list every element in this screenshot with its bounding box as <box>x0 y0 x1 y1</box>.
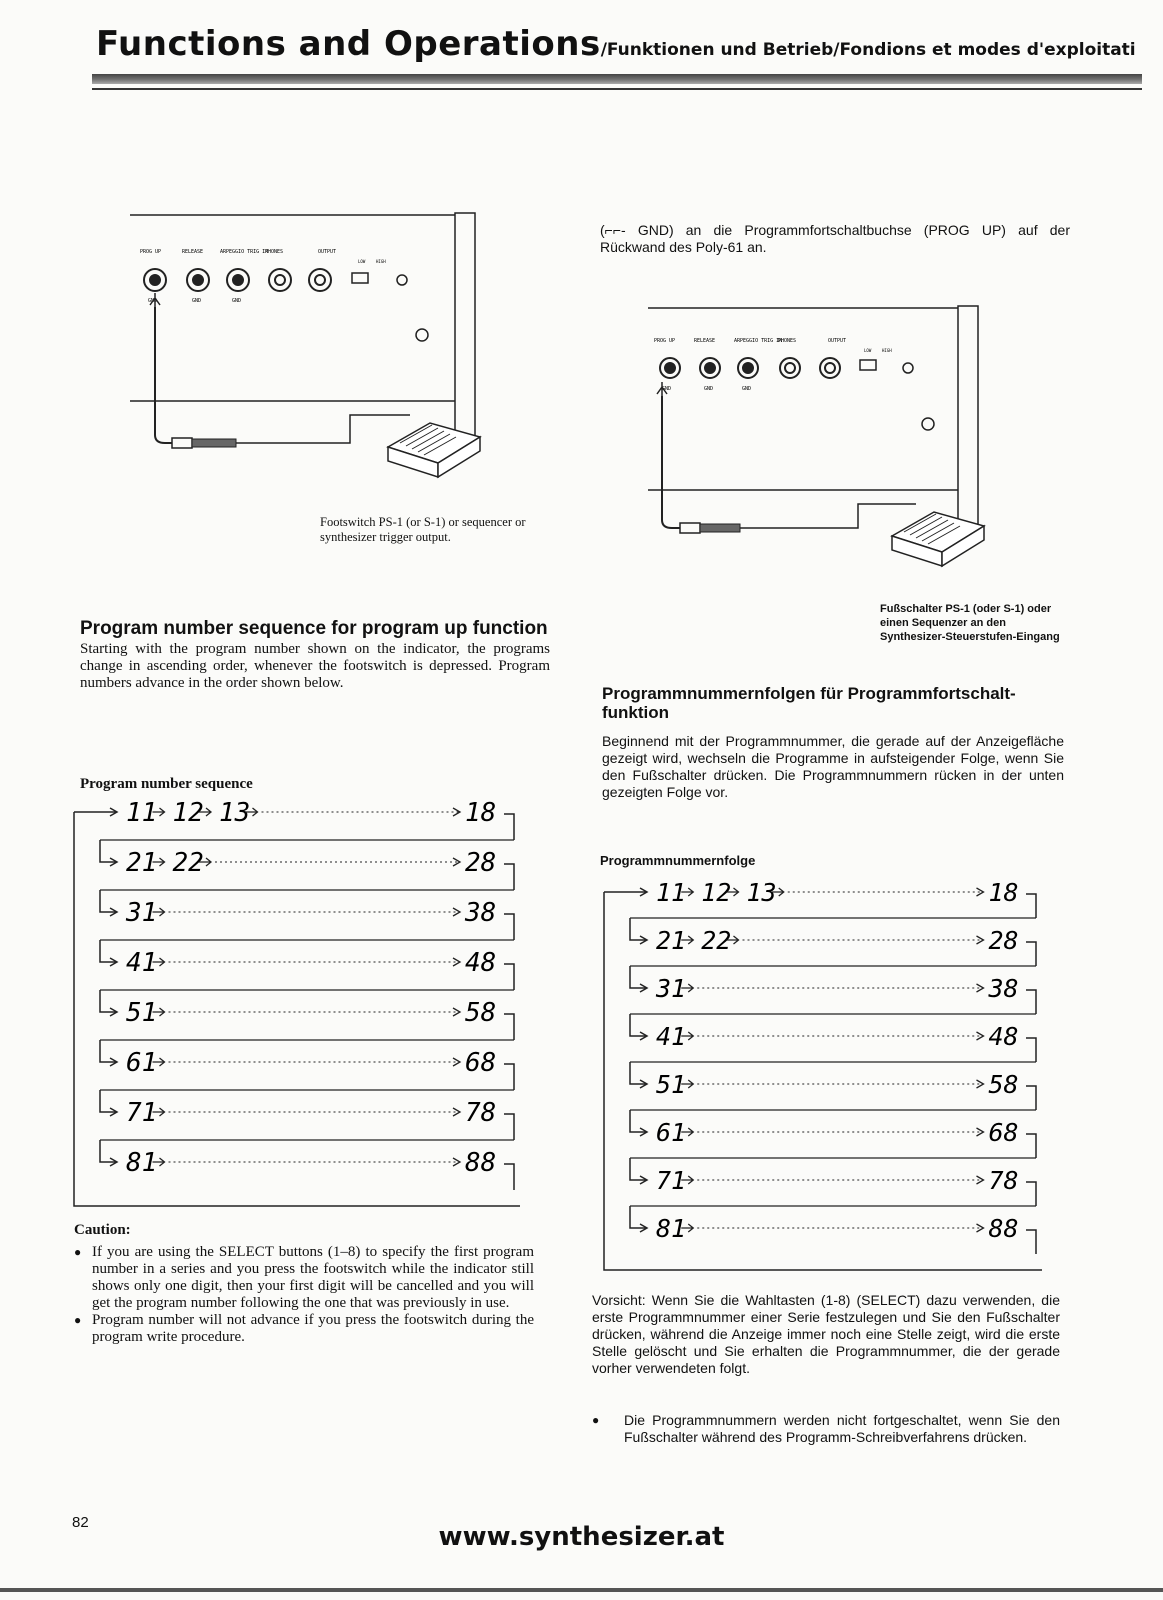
table-row <box>100 1040 514 1090</box>
panel-label-right-6: HIGH <box>882 348 892 353</box>
row-exit-bracket <box>1026 1086 1036 1110</box>
row-exit-bracket <box>1026 1182 1036 1206</box>
table-row <box>630 918 1036 966</box>
program-number: 22 <box>172 848 204 878</box>
row-entry-arrow <box>630 1062 646 1084</box>
program-number: 21 <box>126 848 158 878</box>
row-exit-bracket <box>1026 990 1036 1014</box>
footer-url[interactable]: www.synthesizer.at <box>438 1522 725 1552</box>
intro-right: (⌐⌐- GND) an die Programmfortschaltbuchse (PROG UP) auf der Rückwand des Poly-61 an. <box>600 222 1070 255</box>
footswitch-icon-left <box>388 423 480 477</box>
table-row <box>100 1140 514 1190</box>
program-number-last: 48 <box>465 948 497 978</box>
program-number-last: 88 <box>988 1214 1019 1243</box>
row-exit-bracket <box>504 1014 514 1040</box>
program-number-last: 58 <box>988 1070 1019 1099</box>
program-number-last: 48 <box>988 1022 1019 1051</box>
footswitch-icon-right <box>892 512 984 566</box>
gnd-label-right-0: GND <box>662 386 672 392</box>
table-row <box>100 990 514 1040</box>
paragraph-left: Starting with the program number shown on the indicator, the programs change in ascending order, whenever the footswitch is depressed. Program numbers advance in the order shown below. <box>80 641 550 691</box>
paragraph-right: Beginnend mit der Programmnummer, die gerade auf der Anzeigefläche gezeigt wird, wechseln die Programme in aufsteigender Folge, wenn Sie den Fußschalter drücken. Die Programmnummern rücken in der unten gezeigten Folge vor. <box>602 733 1064 800</box>
caution-text-right: Vorsicht: Wenn Sie die Wahltasten (1-8) (SELECT) dazu verwenden, die erste Programmnummer einer Serie festzulegen und Sie den Fußschalter drücken, während die Anzeige immer noch eine Stelle zeigt, wird die erste Stelle gelöscht und Sie erhalten die Programmnummer, die der gerade vorher verwendeten folgt. <box>592 1292 1060 1376</box>
program-number-last: 68 <box>988 1118 1019 1147</box>
row-entry-arrow <box>100 940 116 962</box>
program-number: 51 <box>126 998 158 1028</box>
program-number: 71 <box>126 1098 158 1128</box>
program-number-last: 28 <box>988 926 1019 955</box>
panel-label-right-5: LOW <box>864 348 872 353</box>
row-entry-arrow <box>630 1206 646 1228</box>
program-number: 81 <box>126 1148 158 1178</box>
caution-item-left-1: ● Program number will not advance if you press the footswitch during the program write procedure. <box>74 1312 534 1345</box>
program-number-last: 78 <box>465 1098 497 1128</box>
table-row <box>74 798 514 840</box>
gnd-label-left-2: GND <box>232 298 242 304</box>
caution-item-right-0: ● Die Programmnummern werden nicht fortgeschaltet, wenn Sie den Fußschalter während des Programm-Schreibverfahrens drücken. <box>592 1412 1060 1445</box>
sequence-table-right <box>600 878 1070 1276</box>
row-entry-arrow <box>630 1110 646 1132</box>
table-row <box>630 966 1036 1014</box>
program-number-last: 28 <box>465 848 497 878</box>
program-number: 21 <box>656 926 687 955</box>
program-number: 11 <box>656 878 687 907</box>
row-exit-bracket <box>504 1164 514 1190</box>
caution-list-right <box>592 1412 1060 1446</box>
gnd-label-right-1: GND <box>704 386 714 392</box>
row-exit-bracket <box>504 864 514 890</box>
row-exit-bracket <box>504 814 514 840</box>
row-exit-bracket <box>1026 1038 1036 1062</box>
sequence-table-left <box>70 798 550 1210</box>
panel-label-left-5: LOW <box>358 259 366 264</box>
header-rule-thin <box>92 88 1142 90</box>
caution-title-left: Caution: <box>74 1222 131 1238</box>
bottom-rule <box>0 1588 1163 1592</box>
row-entry-arrow <box>630 1014 646 1036</box>
sequence-title-left: Program number sequence <box>80 776 253 792</box>
table-row <box>100 1090 514 1140</box>
program-number-last: 78 <box>988 1166 1019 1195</box>
row-exit-bracket <box>504 1064 514 1090</box>
sequence-title-right: Programmnummernfolge <box>600 853 756 868</box>
table-row <box>630 1110 1036 1158</box>
program-number-last: 38 <box>465 898 497 928</box>
program-number: 81 <box>656 1214 687 1243</box>
row-entry-arrow <box>630 918 646 940</box>
page-header <box>96 24 1136 64</box>
program-number: 11 <box>126 798 158 828</box>
panel-label-left-3: PHONES <box>265 249 284 255</box>
panel-label-left-0: PROG UP <box>140 249 162 255</box>
program-number: 12 <box>172 798 204 828</box>
program-number: 71 <box>656 1166 687 1195</box>
panel-label-left-6: HIGH <box>376 259 386 264</box>
row-entry-arrow <box>100 990 116 1012</box>
panel-label-left-1: RELEASE <box>182 249 204 255</box>
gnd-label-left-1: GND <box>192 298 202 304</box>
program-number-last: 18 <box>988 878 1019 907</box>
program-number-last: 68 <box>465 1048 497 1078</box>
table-row <box>630 1158 1036 1206</box>
panel-label-right-1: RELEASE <box>694 338 716 344</box>
table-row <box>100 840 514 890</box>
caution-item-left-0: ● If you are using the SELECT buttons (1–8) to specify the first program number in a series and you press the footswitch while the indicator still shows only one digit, then your first digit will be cancelled and you will get the program number following the one that was previously in use. <box>74 1244 534 1311</box>
row-exit-bracket <box>1026 1134 1036 1158</box>
page-subtitle: /Funktionen und Betrieb/Fondions et modes d'exploitati <box>600 40 1136 60</box>
rear-panel-diagram-right <box>640 298 1020 578</box>
table-row <box>630 1062 1036 1110</box>
panel-label-left-4: OUTPUT <box>318 249 337 255</box>
row-entry-arrow <box>630 1158 646 1180</box>
panel-label-left-2: ARPEGGIO TRIG IN <box>220 249 269 255</box>
panel-label-right-3: PHONES <box>778 338 797 344</box>
table-row <box>604 878 1036 918</box>
program-number: 12 <box>701 878 732 907</box>
program-number: 61 <box>656 1118 687 1147</box>
program-number: 41 <box>126 948 158 978</box>
program-number: 61 <box>126 1048 158 1078</box>
diagram-caption-left: Footswitch PS-1 (or S-1) or sequencer or synthesizer trigger output. <box>320 515 526 544</box>
header-rule-thick <box>92 74 1142 84</box>
program-number: 41 <box>656 1022 687 1051</box>
program-number: 13 <box>746 878 777 907</box>
heading-left: Program number sequence for program up function <box>80 618 548 639</box>
row-entry-arrow <box>100 1140 116 1162</box>
table-row <box>630 1014 1036 1062</box>
program-number-last: 88 <box>465 1148 497 1178</box>
table-row <box>100 940 514 990</box>
program-number: 31 <box>656 974 687 1003</box>
diagram-caption-right: Fußschalter PS-1 (oder S-1) oder einen Sequenzer an den Synthesizer-Steuerstufen-Eingang <box>880 603 1060 643</box>
program-number: 31 <box>126 898 158 928</box>
rear-panel-diagram-left <box>120 205 540 495</box>
row-entry-arrow <box>100 1040 116 1062</box>
row-entry-arrow <box>100 1090 116 1112</box>
row-entry-arrow <box>630 966 646 988</box>
program-number: 22 <box>701 926 732 955</box>
program-number-last: 18 <box>465 798 497 828</box>
panel-label-right-2: ARPEGGIO TRIG IN <box>734 338 783 344</box>
panel-label-right-4: OUTPUT <box>828 338 847 344</box>
table-row <box>630 1206 1036 1254</box>
page-number: 82 <box>72 1514 89 1531</box>
caution-list-left <box>74 1244 534 1346</box>
row-exit-bracket <box>504 964 514 990</box>
row-entry-arrow <box>100 890 116 912</box>
program-number-last: 38 <box>988 974 1019 1003</box>
row-exit-bracket <box>1026 1230 1036 1254</box>
row-entry-arrow <box>100 840 116 862</box>
row-exit-bracket <box>504 914 514 940</box>
panel-label-right-0: PROG UP <box>654 338 676 344</box>
row-exit-bracket <box>504 1114 514 1140</box>
program-number: 51 <box>656 1070 687 1099</box>
row-exit-bracket <box>1026 894 1036 918</box>
gnd-label-left-0: GND <box>148 298 158 304</box>
gnd-label-right-2: GND <box>742 386 752 392</box>
program-number: 13 <box>219 798 251 828</box>
program-number-last: 58 <box>465 998 497 1028</box>
row-exit-bracket <box>1026 942 1036 966</box>
heading-right: Programmnummernfolgen für Programmfortschalt-funktion <box>602 684 1016 722</box>
table-row <box>100 890 514 940</box>
arrow-head <box>977 888 984 896</box>
page-title: Functions and Operations <box>96 24 601 64</box>
